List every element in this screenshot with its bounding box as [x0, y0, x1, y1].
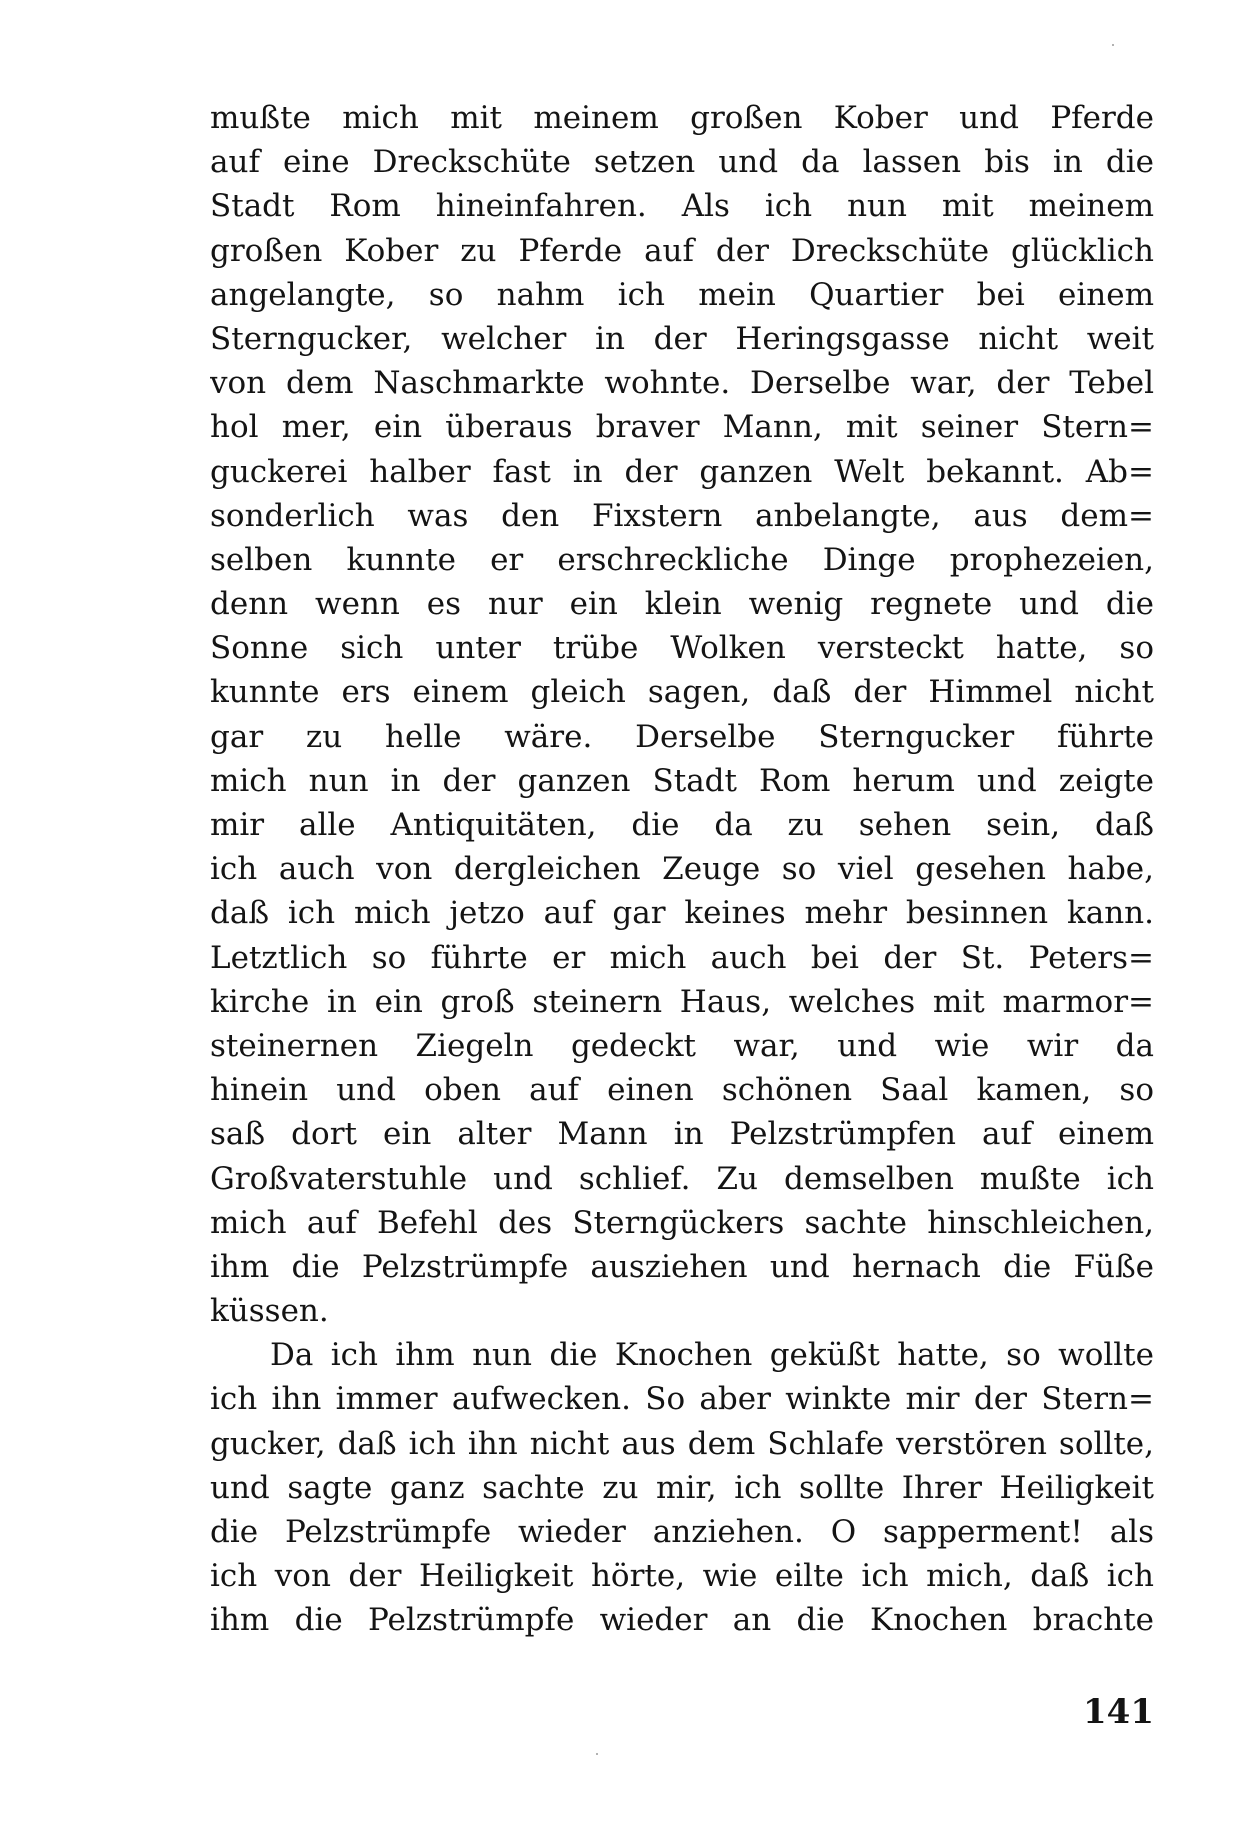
text-line: küssen. — [210, 1293, 329, 1330]
text-line: ich auch von dergleichen Zeuge so viel gesehen habe, — [210, 851, 1154, 888]
text-line: die Pelzstrümpfe wieder anziehen. O sapperment! als — [210, 1514, 1154, 1550]
text-line: daß ich mich jetzo auf gar keines mehr besinnen kann. — [210, 895, 1154, 932]
text-line: saß dort ein alter Mann in Pelzstrümpfen auf einem — [210, 1116, 1154, 1153]
text-line: denn wenn es nur ein klein wenig regnete und die — [210, 586, 1154, 623]
page-number: 141 — [1083, 1692, 1154, 1732]
text-line: kunnte ers einem gleich sagen, daß der Himmel nicht — [210, 674, 1154, 711]
paragraph — [210, 96, 1154, 1333]
paragraph — [210, 1333, 1154, 1642]
text-line: von dem Naschmarkte wohnte. Derselbe war, der Tebel — [210, 365, 1154, 402]
text-line: mich nun in der ganzen Stadt Rom herum und zeigte — [210, 762, 1154, 799]
text-line: hol mer, ein überaus braver Mann, mit seiner Stern= — [210, 409, 1154, 446]
text-line: sonderlich was den Fixstern anbelangte, aus dem= — [210, 497, 1154, 534]
text-line: angelangte, so nahm ich mein Quartier bei einem — [210, 276, 1154, 313]
text-line: Großvaterstuhle und schlief. Zu demselben mußte ich — [210, 1160, 1154, 1197]
text-line: mir alle Antiquitäten, die da zu sehen sein, daß — [210, 807, 1154, 843]
text-line: Sonne sich unter trübe Wolken versteckt hatte, so — [210, 630, 1154, 667]
text-line: selben kunnte er erschreckliche Dinge prophezeien, — [210, 541, 1154, 578]
text-line: Stadt Rom hineinfahren. Als ich nun mit meinem — [210, 188, 1154, 225]
text-line: guckerei halber fast in der ganzen Welt bekannt. Ab= — [210, 453, 1154, 490]
text-line: ihm die Pelzstrümpfe wieder an die Knochen brachte — [210, 1602, 1154, 1639]
paper-speck — [596, 1753, 598, 1755]
text-line: ihm die Pelzstrümpfe ausziehen und hernach die Füße — [210, 1248, 1154, 1285]
paper-speck — [1112, 44, 1114, 46]
text-line: kirche in ein groß steinern Haus, welches mit marmor= — [210, 983, 1154, 1020]
body-text — [210, 96, 1154, 1643]
text-line: großen Kober zu Pferde auf der Dreckschüte glücklich — [210, 232, 1154, 269]
text-line: gucker, daß ich ihn nicht aus dem Schlafe verstören sollte, — [210, 1425, 1154, 1462]
text-line: Da ich ihm nun die Knochen geküßt hatte, so wollte — [270, 1337, 1154, 1374]
text-line: und sagte ganz sachte zu mir, ich sollte Ihrer Heiligkeit — [210, 1469, 1154, 1506]
text-line: Letztlich so führte er mich auch bei der St. Peters= — [210, 939, 1154, 976]
text-line: hinein und oben auf einen schönen Saal kamen, so — [210, 1072, 1154, 1109]
text-line: mußte mich mit meinem großen Kober und Pferde — [210, 100, 1154, 136]
text-line: gar zu helle wäre. Derselbe Sterngucker führte — [210, 718, 1154, 755]
text-line: steinernen Ziegeln gedeckt war, und wie wir da — [210, 1027, 1154, 1064]
text-line: ich von der Heiligkeit hörte, wie eilte ich mich, daß ich — [210, 1558, 1154, 1595]
text-line: mich auf Befehl des Sterngückers sachte hinschleichen, — [210, 1204, 1154, 1241]
text-line: auf eine Dreckschüte setzen und da lassen bis in die — [210, 144, 1154, 181]
text-line: ich ihn immer aufwecken. So aber winkte mir der Stern= — [210, 1381, 1154, 1418]
text-line: Sterngucker, welcher in der Heringsgasse nicht weit — [210, 320, 1154, 357]
